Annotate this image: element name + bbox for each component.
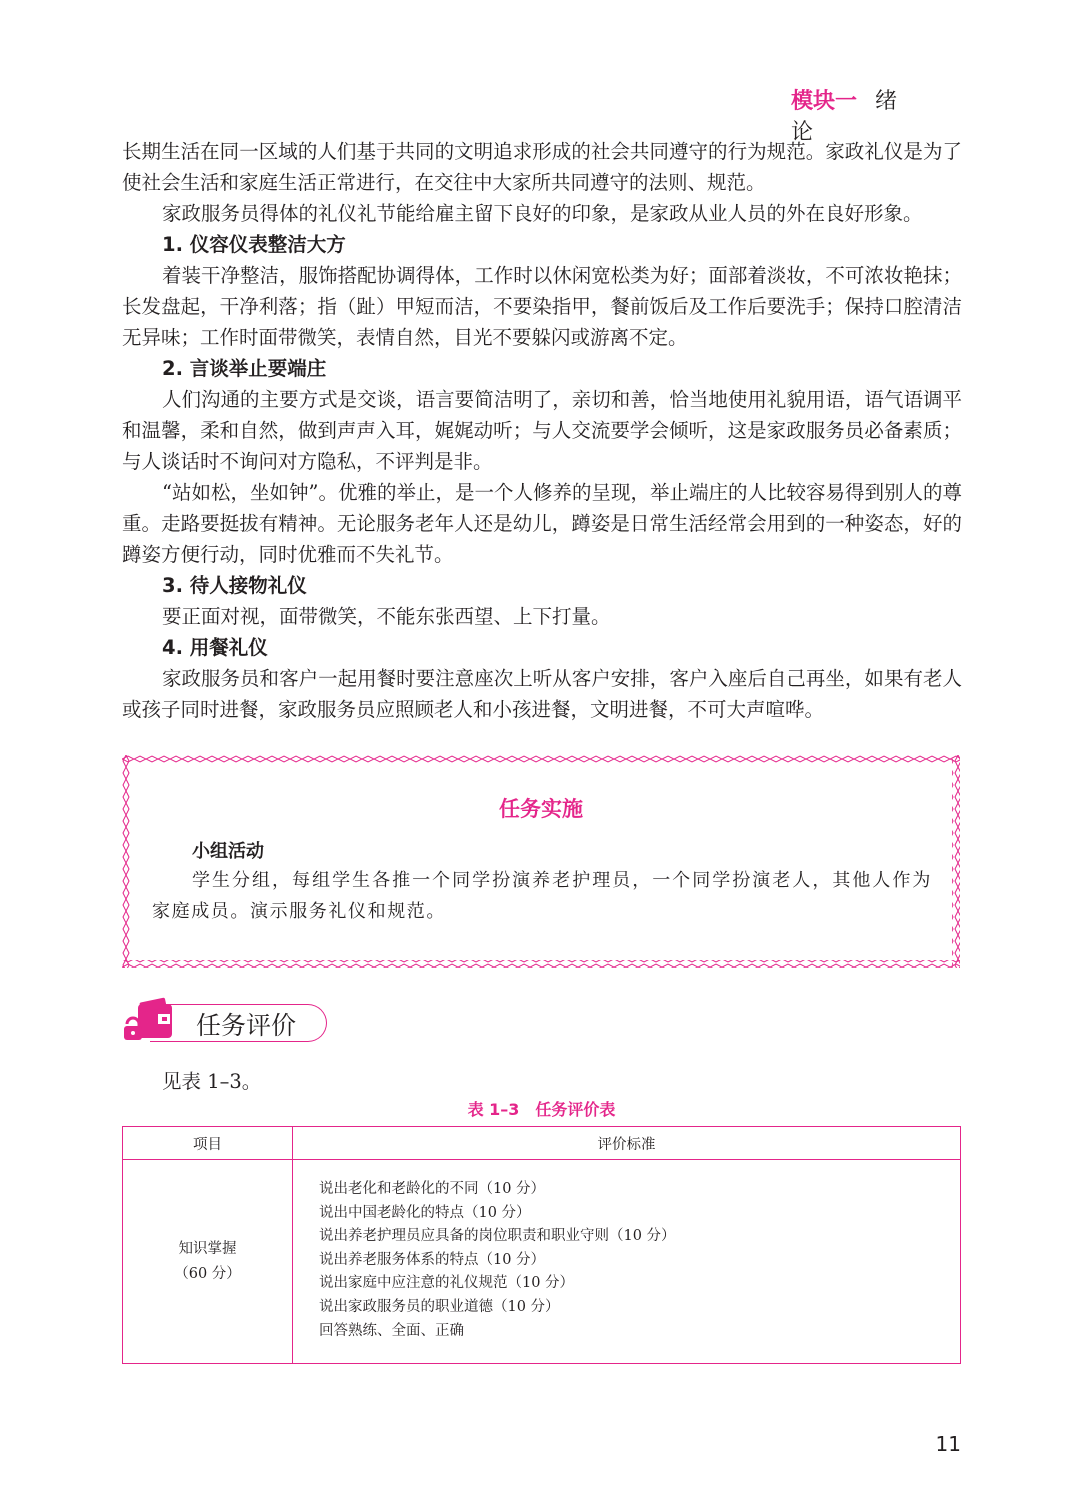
task-implementation-box	[122, 755, 960, 968]
criterion: 说出老化和老龄化的不同（10 分）	[319, 1181, 546, 1197]
paragraph: “站如松，坐如钟”。优雅的举止，是一个人修养的呈现，举止端庄的人比较容易得到别人的尊重。走路要挺拔有精神。无论服务老年人还是幼儿，蹲姿是日常生活经常会用到的一种姿态，好的蹲姿方便行动，同时优雅而不失礼节。	[122, 481, 962, 566]
task-box-body: 学生分组，每组学生各推一个同学扮演养老护理员，一个同学扮演老人，其他人作为家庭成员。演示服务礼仪和规范。	[152, 870, 932, 922]
paragraph: 家政服务员和客户一起用餐时要注意座次上听从客户安排，客户入座后自己再坐，如果有老人或孩子同时进餐，家政服务员应照顾老人和小孩进餐，文明进餐，不可大声喧哗。	[122, 667, 962, 721]
section-heading: 3. 待人接物礼仪	[162, 574, 307, 597]
criterion: 说出养老护理员应具备的岗位职责和职业守则（10 分）	[319, 1228, 676, 1245]
paragraph: 长期生活在同一区域的人们基于共同的文明追求形成的社会共同遵守的行为规范。家政礼仪是为了使社会生活和家庭生活正常进行，在交往中大家所共同遵守的法则、规范。	[122, 140, 962, 194]
task-box-subtitle: 小组活动	[192, 841, 264, 862]
heading-label: 任务评价	[196, 1011, 297, 1040]
module-label: 模块一	[790, 89, 857, 114]
item-score: （60 分）	[174, 1265, 241, 1282]
table-reference: 见表 1–3。	[162, 1070, 262, 1093]
evaluation-table	[122, 1126, 961, 1364]
chapter-title: 绪论	[790, 89, 939, 145]
body-text	[122, 136, 962, 725]
item-name: 知识掌握	[178, 1240, 237, 1257]
item-cell	[123, 1160, 293, 1364]
table-row	[123, 1160, 961, 1364]
section-heading: 1. 仪容仪表整洁大方	[162, 233, 346, 256]
paragraph: 要正面对视，面带微笑，不能东张西望、上下打量。	[162, 605, 611, 628]
criterion: 回答熟练、全面、正确	[319, 1322, 464, 1339]
paragraph: 人们沟通的主要方式是交谈，语言要简洁明了，亲切和善，恰当地使用礼貌用语，语气语调平和温馨，柔和自然，做到声声入耳，娓娓动听；与人交流要学会倾听，这是家政服务员必备素质；与人谈话时不询问对方隐私，不评判是非。	[122, 388, 962, 473]
paragraph: 着装干净整洁，服饰搭配协调得体，工作时以休闲宽松类为好；面部着淡妆，不可浓妆艳抹；长发盘起，干净利落；指（趾）甲短而洁，不要染指甲，餐前饭后及工作后要洗手；保持口腔清洁无异味；工作时面带微笑，表情自然，目光不要躲闪或游离不定。	[122, 264, 962, 349]
criterion: 说出家政服务员的职业道德（10 分）	[319, 1298, 560, 1315]
paragraph: 家政服务员得体的礼仪礼节能给雇主留下良好的印象，是家政从业人员的外在良好形象。	[162, 202, 923, 225]
task-evaluation-heading	[122, 996, 342, 1048]
section-heading: 4. 用餐礼仪	[162, 636, 268, 659]
criterion: 说出养老服务体系的特点（10 分）	[319, 1251, 546, 1268]
section-heading: 2. 言谈举止要端庄	[162, 357, 327, 380]
table-caption: 表 1–3 任务评价表	[467, 1100, 616, 1119]
column-header: 项目	[123, 1127, 293, 1160]
criterion: 说出家庭中应注意的礼仪规范（10 分）	[319, 1275, 575, 1292]
column-header: 评价标准	[293, 1127, 961, 1160]
task-box-title: 任务实施	[499, 797, 583, 821]
table-header-row	[123, 1127, 961, 1160]
criteria-cell	[293, 1160, 961, 1364]
criterion: 说出中国老龄化的特点（10 分）	[319, 1204, 531, 1221]
page-number: 11	[935, 1432, 961, 1456]
